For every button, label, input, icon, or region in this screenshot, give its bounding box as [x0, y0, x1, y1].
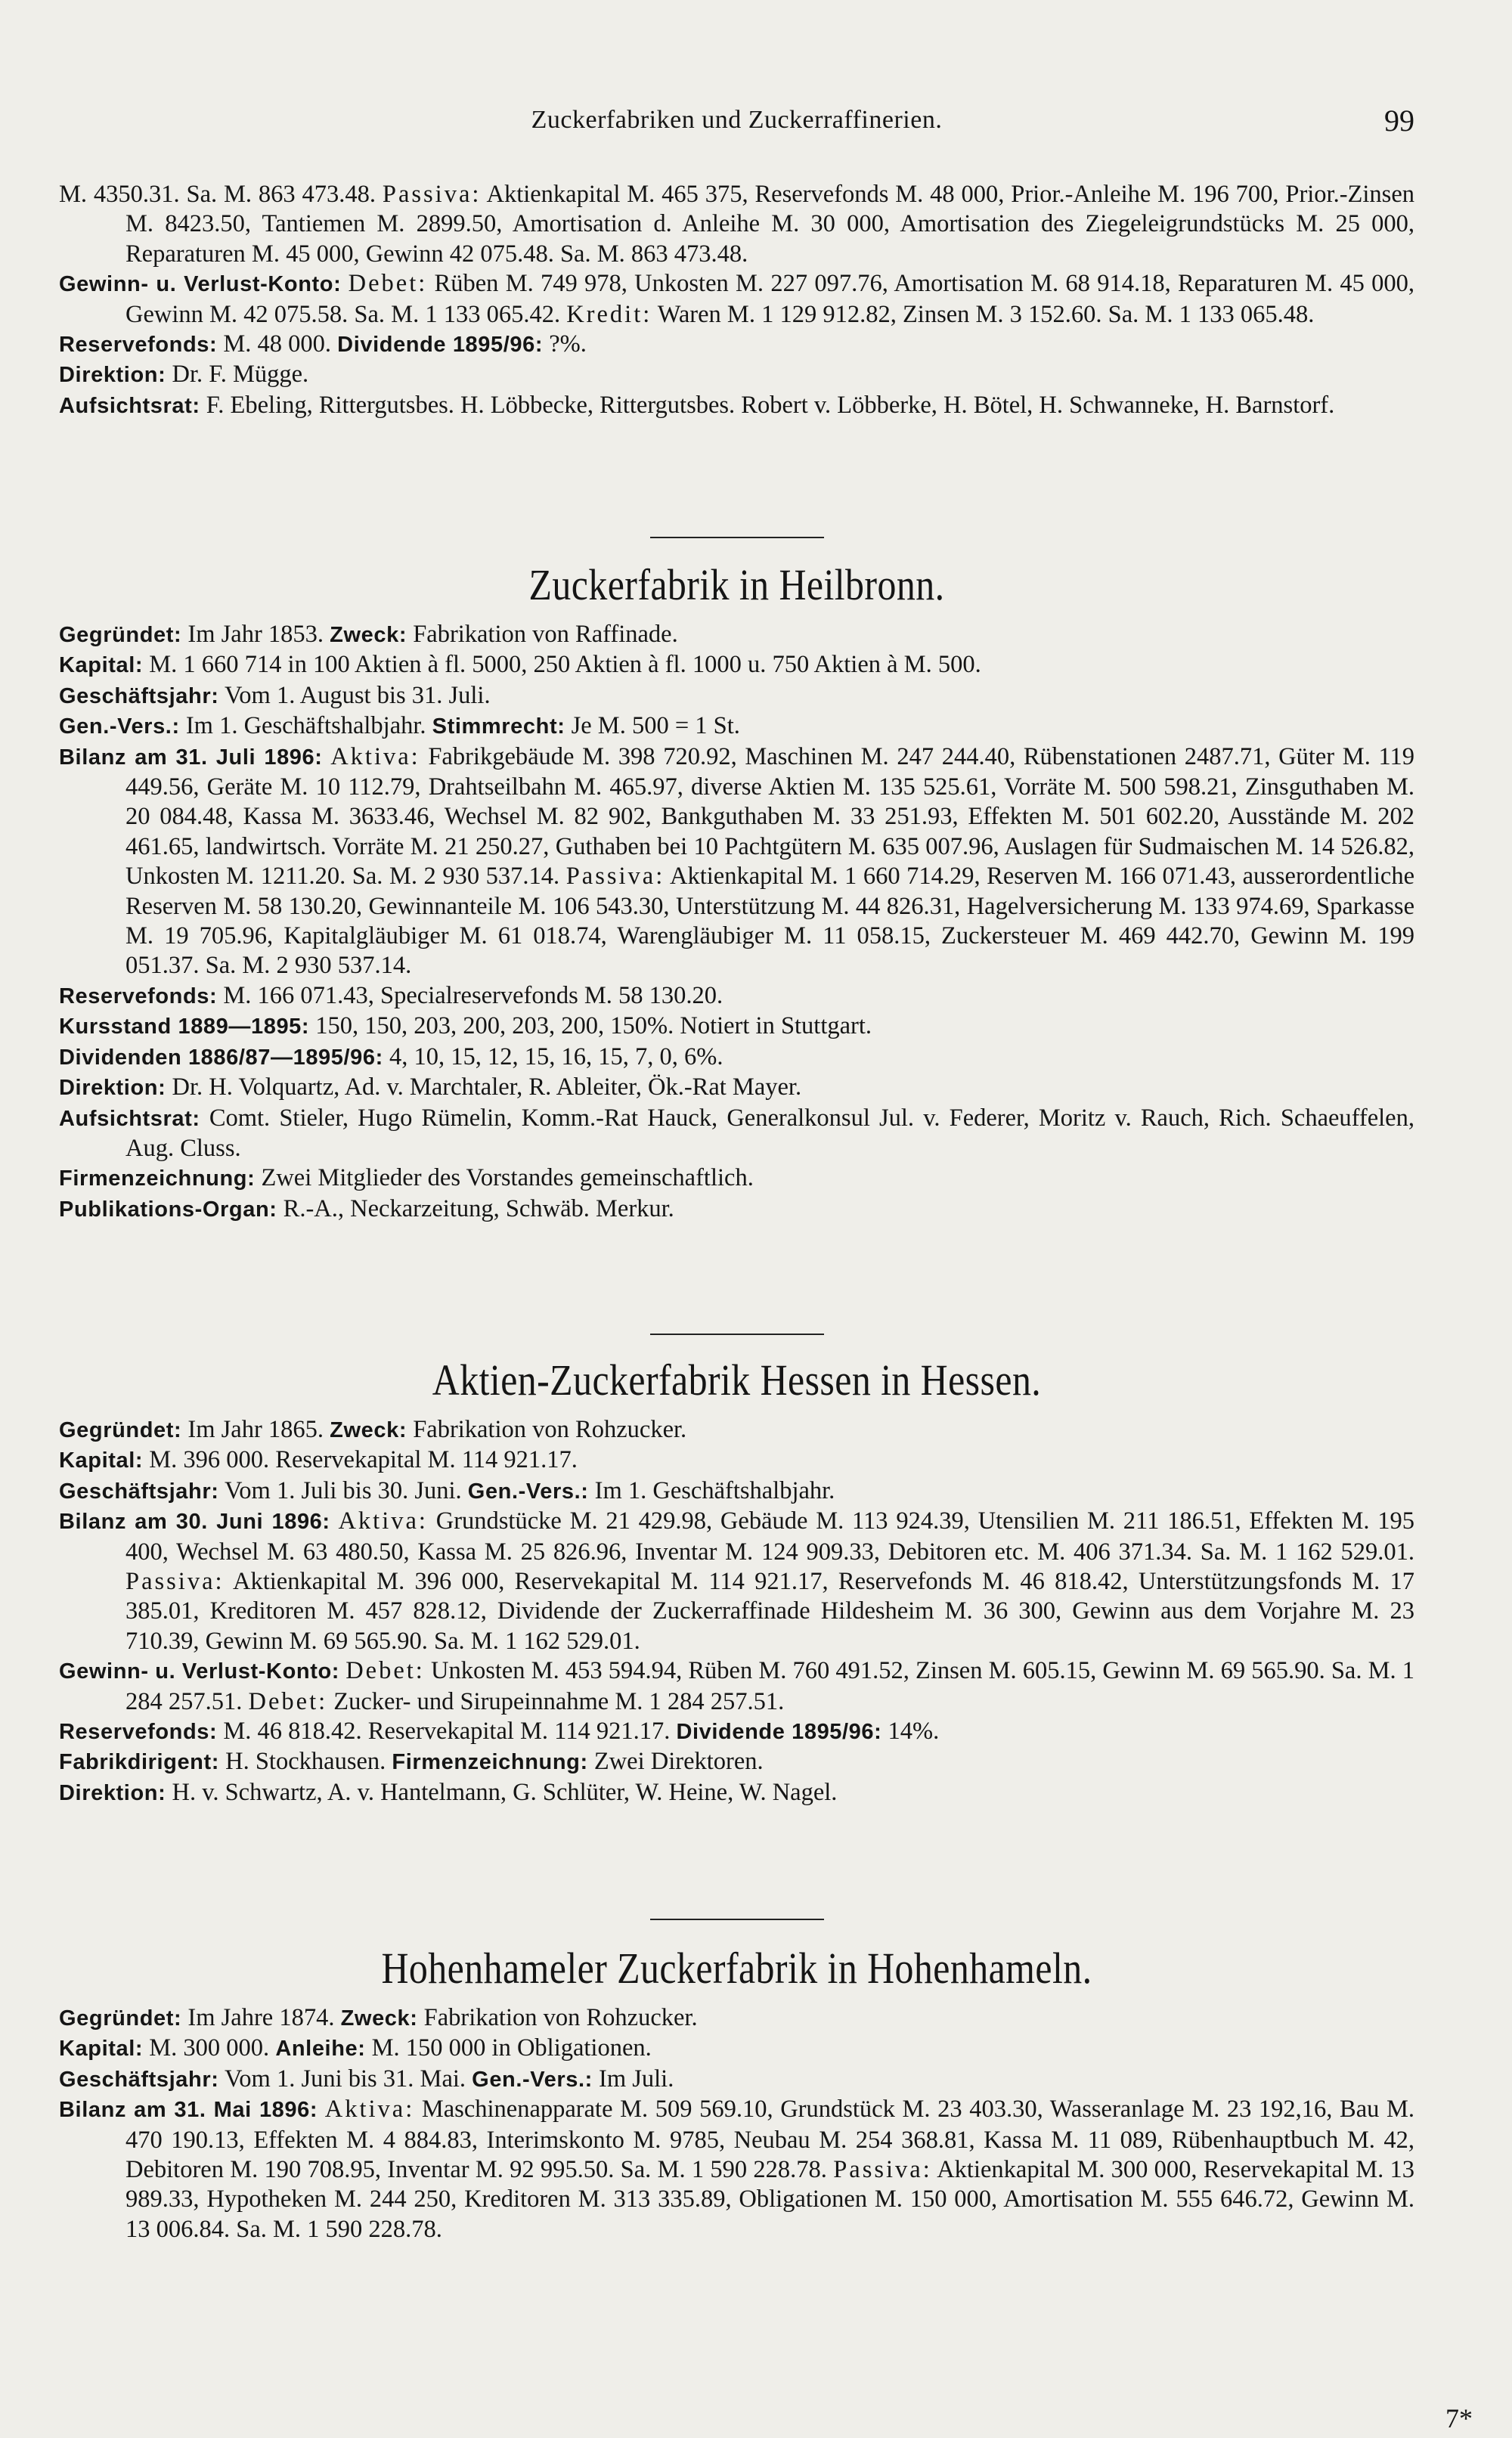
supervisory-board-line: Aufsichtsrat: F. Ebeling, Rittergutsbes. H. Löbbecke, Rittergutsbes. Robert v. Löbberke, H. Bötel, H. Schwanneke, H. Barnstorf. [59, 391, 1335, 419]
reserve-dividend-line: Reservefonds: M. 48 000. Dividende 1895/96: ?%. [59, 330, 587, 358]
profit-loss-account: Gewinn- u. Verlust-Konto: Debet: Rüben M. 749 978, Unkosten M. 227 097.76, Amortisation M. 68 914.18, Reparaturen M. 45 000, Gewinn M. 42 075.58. Sa. M. 1 133 065.42. Kredit: Waren M. 1 129 912.82, Zinsen M. 3 152.60. Sa. M. 1 133 065.48. [59, 270, 1415, 328]
section-divider [650, 537, 824, 538]
capital-line: Kapital: M. 396 000. Reservekapital M. 114 921.17. [59, 1446, 578, 1474]
section-hessen [59, 1356, 1414, 1808]
founded-purpose-line: Gegründet: Im Jahre 1874. Zweck: Fabrikation von Rohzucker. [59, 2004, 698, 2031]
section-title: Aktien-Zuckerfabrik Hessen in Hessen. [432, 1355, 1042, 1405]
management-line: Direktion: Dr. F. Mügge. [59, 361, 309, 389]
supervisory-board-line: Aufsichtsrat: Comt. Stieler, Hugo Rümelin, Komm.-Rat Hauck, Generalkonsul Jul. v. Federer, Moritz v. Rauch, Rich. Schaeuffelen, Aug. Cluss. [59, 1104, 1414, 1162]
signature-mark: 7* [1445, 2403, 1473, 2433]
fiscal-year-line: Geschäftsjahr: Vom 1. Juli bis 30. Juni. Gen.-Vers.: Im 1. Geschäftshalbjahr. [59, 1476, 835, 1504]
management-line: Direktion: H. v. Schwartz, A. v. Hantelmann, G. Schlüter, W. Heine, W. Nagel. [59, 1778, 838, 1806]
running-head [59, 106, 1414, 151]
reserve-dividend-line: Reservefonds: M. 46 818.42. Reservekapital M. 114 921.17. Dividende 1895/96: 14%. [59, 1718, 940, 1746]
fiscal-year-line: Geschäftsjahr: Vom 1. August bis 31. Juli. [59, 681, 491, 709]
publication-line: Publikations-Organ: R.-A., Neckarzeitung, Schwäb. Merkur. [59, 1194, 674, 1222]
page-number: 99 [1384, 104, 1414, 138]
section-previous-entry [59, 180, 1414, 421]
capital-line: Kapital: M. 1 660 714 in 100 Aktien à fl. 5000, 250 Aktien à fl. 1000 u. 750 Aktien à M. 500. [59, 651, 981, 679]
capital-line: Kapital: M. 300 000. Anleihe: M. 150 000 in Obligationen. [59, 2034, 652, 2062]
balance-sheet: Bilanz am 31. Mai 1896: Aktiva: Maschinenapparate M. 509 569.10, Grundstück M. 23 403.30, Wasseranlage M. 23 192,16, Bau M. 470 190.13, Effekten M. 4 884.83, Interimskonto M. 9785, Neubau M. 254 368.81, Kassa M. 11 089, Rübenhauptbuch M. 42, Debitoren M. 190 708.95, Inventar M. 92 995.50. Sa. M. 1 590 228.78. Passiva: Aktienkapital M. 300 000, Reservekapital M. 13 989.33, Hypotheken M. 244 250, Kreditoren M. 313 335.89, Obligationen M. 150 000, Amortisation M. 555 646.72, Gewinn M. 13 006.84. Sa. M. 1 590 228.78. [59, 2096, 1415, 2243]
running-head-title: Zuckerfabriken und Zuckerraffinerien. [531, 106, 943, 134]
dividends-line: Dividenden 1886/87—1895/96: 4, 10, 15, 12, 15, 16, 15, 7, 0, 6%. [59, 1042, 723, 1070]
section-hohenhameln [59, 1944, 1414, 2244]
balance-sheet: Bilanz am 30. Juni 1896: Aktiva: Grundstücke M. 21 429.98, Gebäude M. 113 924.39, Utensilien M. 211 186.51, Effekten M. 195 400, Wechsel M. 63 480.50, Kassa M. 25 826.96, Inventar M. 124 909.33, Debitoren etc. M. 406 371.34. Sa. M. 1 162 529.01. Passiva: Aktienkapital M. 396 000, Reservekapital M. 114 921.17, Reservefonds M. 46 818.42, Unterstützungsfonds M. 17 385.01, Kreditoren M. 457 828.12, Dividende der Zuckerraffinade Hildesheim M. 36 300, Gewinn aus dem Vorjahre M. 23 710.39, Gewinn M. 69 565.90. Sa. M. 1 162 529.01. [59, 1507, 1415, 1655]
fiscal-year-line: Geschäftsjahr: Vom 1. Juni bis 31. Mai. Gen.-Vers.: Im Juli. [59, 2065, 674, 2093]
director-signatory-line: Fabrikdirigent: H. Stockhausen. Firmenzeichnung: Zwei Direktoren. [59, 1748, 764, 1776]
signatory-line: Firmenzeichnung: Zwei Mitglieder des Vorstandes gemeinschaftlich. [59, 1164, 754, 1192]
reserve-line: Reservefonds: M. 166 071.43, Specialreservefonds M. 58 130.20. [59, 981, 723, 1009]
balance-continuation: M. 4350.31. Sa. M. 863 473.48. Passiva: Aktienkapital M. 465 375, Reservefonds M. 48 000, Prior.-Anleihe M. 196 700, Prior.-Zinsen M. 8423.50, Tantiemen M. 2899.50, Amortisation d. Anleihe M. 30 000, Amortisation des Ziegeleigrundstücks M. 25 000, Reparaturen M. 45 000, Gewinn 42 075.48. Sa. M. 863 473.48. [59, 181, 1414, 268]
profit-loss-account: Gewinn- u. Verlust-Konto: Debet: Unkosten M. 453 594.94, Rüben M. 760 491.52, Zinsen M. 605.15, Gewinn M. 69 565.90. Sa. M. 1 284 257.51. Debet: Zucker- und Sirupeinnahme M. 1 284 257.51. [59, 1657, 1415, 1715]
section-divider [650, 1334, 824, 1335]
founded-purpose-line: Gegründet: Im Jahr 1865. Zweck: Fabrikation von Rohzucker. [59, 1416, 687, 1443]
share-price-line: Kursstand 1889—1895: 150, 150, 203, 200, 203, 200, 150%. Notiert in Stuttgart. [59, 1012, 872, 1040]
management-line: Direktion: Dr. H. Volquartz, Ad. v. Marchtaler, R. Ableiter, Ök.-Rat Mayer. [59, 1073, 802, 1101]
balance-sheet: Bilanz am 31. Juli 1896: Aktiva: Fabrikgebäude M. 398 720.92, Maschinen M. 247 244.40, Rübenstationen 2487.71, Güter M. 119 449.56, Geräte M. 10 112.79, Drahtseilbahn M. 465.97, diverse Aktien M. 135 525.61, Vorräte M. 500 598.21, Zinsguthaben M. 20 084.48, Kassa M. 3633.46, Wechsel M. 82 902, Bankguthaben M. 33 251.93, Effekten M. 501 602.20, Ausstände M. 202 461.65, landwirtsch. Vorräte M. 21 250.27, Guthaben bei 10 Pachtgütern M. 635 007.96, Auslagen für Sudmaischen M. 14 526.82, Unkosten M. 1211.20. Sa. M. 2 930 537.14. Passiva: Aktienkapital M. 1 660 714.29, Reserven M. 166 071.43, ausserordentliche Reserven M. 58 130.20, Gewinnanteile M. 106 543.30, Unterstützung M. 44 826.31, Hagelversicherung M. 133 974.69, Sparkasse M. 19 705.96, Kapitalgläubiger M. 61 018.74, Warengläubiger M. 11 058.15, Zuckersteuer M. 469 442.70, Gewinn M. 199 051.37. Sa. M. 2 930 537.14. [59, 742, 1415, 980]
section-heilbronn [59, 561, 1414, 1225]
general-meeting-line: Gen.-Vers.: Im 1. Geschäftshalbjahr. Stimmrecht: Je M. 500 = 1 St. [59, 712, 740, 740]
section-divider [650, 1919, 824, 1920]
founded-purpose-line: Gegründet: Im Jahr 1853. Zweck: Fabrikation von Raffinade. [59, 621, 678, 648]
section-title: Hohenhameler Zuckerfabrik in Hohenhameln. [381, 1944, 1092, 1993]
section-title: Zuckerfabrik in Heilbronn. [528, 560, 945, 609]
